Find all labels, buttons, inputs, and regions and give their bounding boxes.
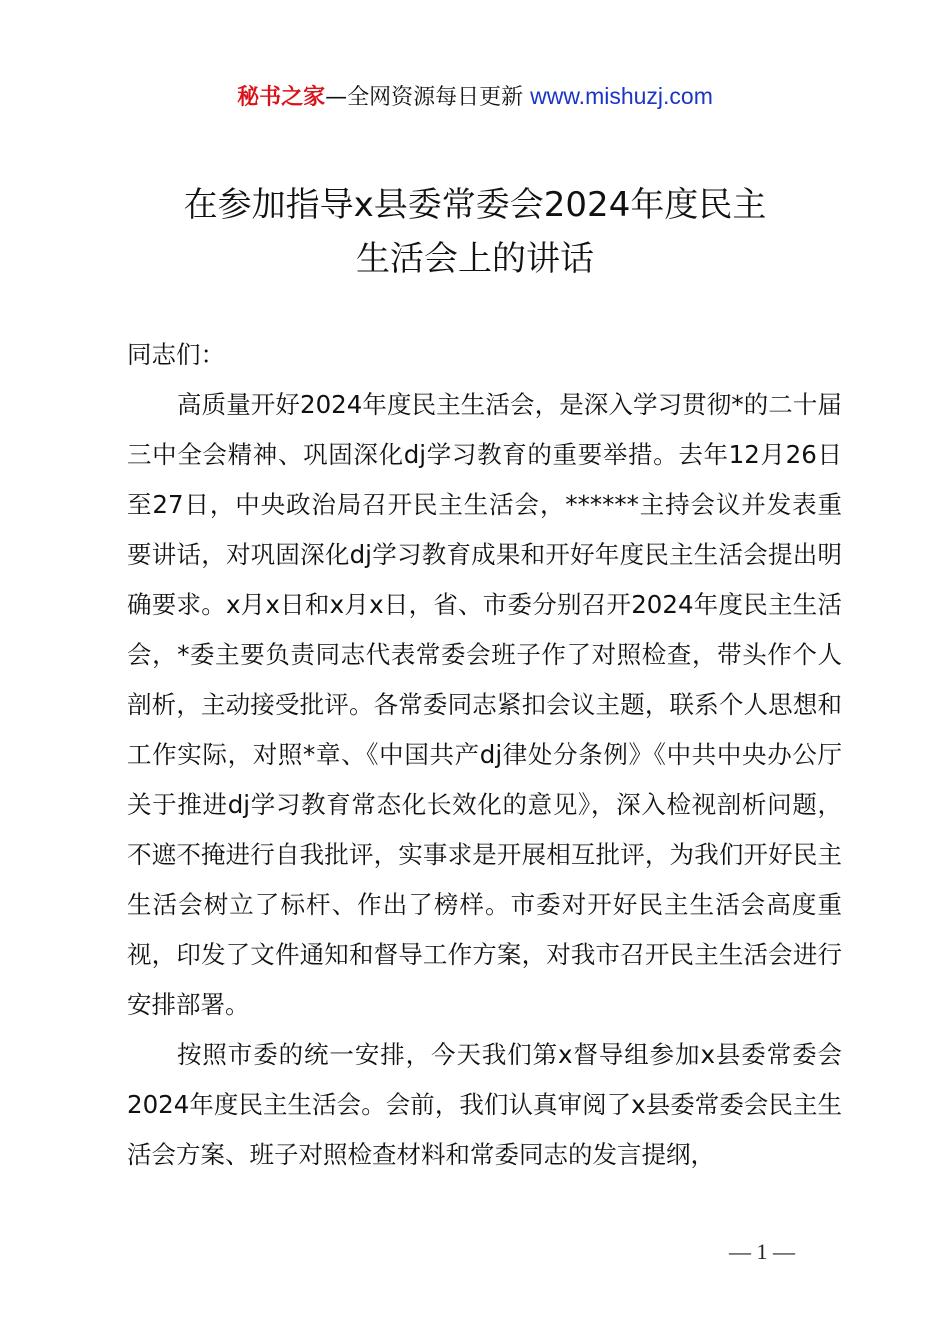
header-slogan: —全网资源每日更新	[325, 85, 531, 110]
paragraph-1: 高质量开好2024年度民主生活会，是深入学习贯彻*的二十届三中全会精神、巩固深化dj学习教育的重要举措。去年12月26日至27日，中央政治局召开民主生活会，******主持会议并发表重要讲话，对巩固深化dj学习教育成果和开好年度民主生活会提出明确要求。x月x日和x月x日，省、市委分别召开2024年度民主生活会，*委主要负责同志代表常委会班子作了对照检查，带头作个人剖析，主动接受批评。各常委同志紧扣会议主题，联系个人思想和工作实际，对照*章、《中国共产dj律处分条例》《中共中央办公厅关于推进dj学习教育常态化长效化的意见》，深入检视剖析问题，不遮不掩进行自我批评，实事求是开展相互批评，为我们开好民主生活会树立了标杆、作出了榜样。市委对开好民主生活会高度重视，印发了文件通知和督导工作方案，对我市召开民主生活会进行安排部署。	[127, 390, 842, 1019]
greeting: 同志们：	[127, 340, 225, 369]
site-url-link[interactable]: www.mishuzj.com	[530, 83, 713, 109]
page-number: — 1 —	[729, 1239, 795, 1264]
document-title	[0, 178, 950, 286]
paragraph-2: 按照市委的统一安排，今天我们第x督导组参加x县委常委会2024年度民主生活会。会前，我们认真审阅了x县委常委会民主生活会方案、班子对照检查材料和常委同志的发言提纲，	[127, 1040, 842, 1169]
site-header	[0, 80, 950, 114]
title-line-1: 在参加指导x县委常委会2024年度民主	[183, 185, 767, 225]
document-body	[127, 330, 842, 1180]
title-line-2: 生活会上的讲话	[356, 239, 594, 279]
brand-name: 秘书之家	[237, 85, 326, 110]
